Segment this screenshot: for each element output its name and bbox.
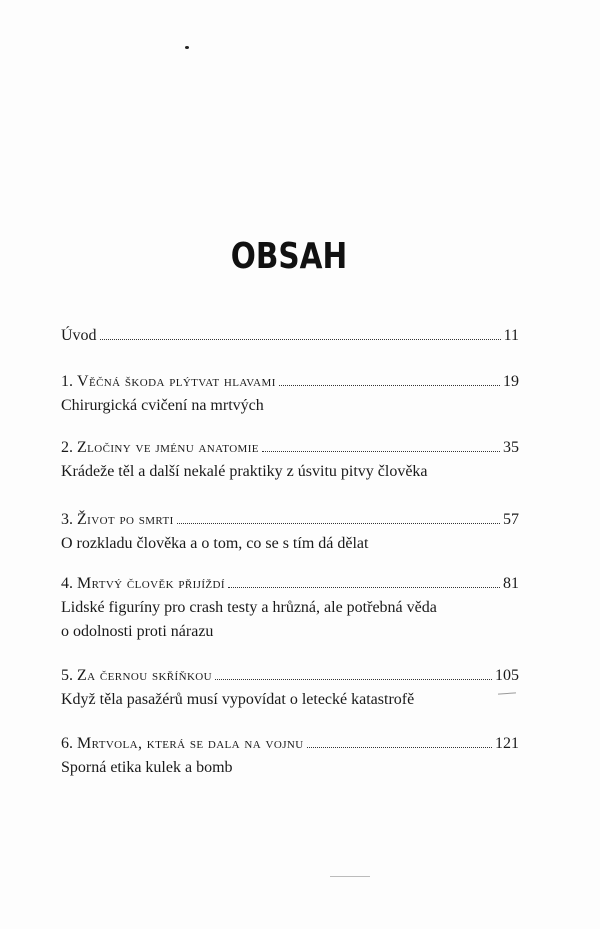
- chapter-subtitle: Krádeže těl a další nekalé praktiky z úsvitu pitvy člověka: [61, 463, 428, 480]
- chapter-number: 3.: [61, 511, 73, 528]
- paper-scuff: [330, 876, 370, 877]
- toc-row: [61, 436, 519, 460]
- dot-leader: [100, 338, 501, 340]
- chapter-title: Zločiny ve jménu anatomie: [77, 439, 259, 456]
- dot-leader: [228, 586, 500, 588]
- dot-leader: [307, 746, 492, 748]
- chapter-title: Život po smrti: [77, 511, 174, 528]
- chapter-number: 5.: [61, 667, 73, 684]
- page-number: 19: [503, 373, 519, 390]
- chapter-subtitle: O rozkladu člověka a o tom, co se s tím dá dělat: [61, 535, 369, 552]
- chapter-heading: [61, 732, 304, 756]
- chapter-subtitle: Když těla pasažérů musí vypovídat o letecké katastrofě: [61, 691, 415, 708]
- toc-row: [61, 664, 519, 688]
- page-number: 11: [503, 327, 519, 344]
- chapter-number: 4.: [61, 575, 73, 592]
- toc-row: [61, 508, 519, 532]
- toc-entry-chapter-6: [61, 732, 519, 780]
- page-number: 57: [503, 511, 519, 528]
- chapter-subtitle-continued: o odolnosti proti nárazu: [61, 623, 214, 640]
- chapter-number: 1.: [61, 373, 73, 390]
- toc-entry-chapter-3: [61, 508, 519, 556]
- entry-title: Úvod: [61, 327, 97, 344]
- chapter-number: 6.: [61, 735, 73, 752]
- chapter-title: Mrtvola, která se dala na vojnu: [77, 735, 304, 752]
- chapter-subtitle: Lidské figuríny pro crash testy a hrůzná, ale potřebná věda: [61, 599, 437, 616]
- toc-row: [61, 370, 519, 394]
- chapter-heading: [61, 436, 259, 460]
- chapter-heading: [61, 664, 212, 688]
- page-number: 121: [495, 735, 519, 752]
- page-number: 81: [503, 575, 519, 592]
- toc-entry-chapter-1: [61, 370, 519, 418]
- dot-leader: [215, 678, 492, 680]
- page-number: 105: [495, 667, 519, 684]
- toc-row: [61, 572, 519, 596]
- chapter-heading: [61, 370, 276, 394]
- page-title: OBSAH: [230, 236, 348, 277]
- dot-leader: [279, 384, 500, 386]
- dot-leader: [262, 450, 500, 452]
- chapter-title: Za černou skříňkou: [77, 667, 212, 684]
- dot-leader: [177, 522, 500, 524]
- toc-entry-chapter-4: [61, 572, 519, 644]
- chapter-heading: [61, 508, 174, 532]
- chapter-number: 2.: [61, 439, 73, 456]
- toc-row: [61, 732, 519, 756]
- toc-row: [61, 324, 519, 348]
- chapter-title: Mrtvý člověk přijíždí: [77, 575, 225, 592]
- chapter-heading: [61, 572, 225, 596]
- toc-entry-chapter-2: [61, 436, 519, 484]
- chapter-subtitle: Chirurgická cvičení na mrtvých: [61, 397, 264, 414]
- toc-entry-intro: [61, 324, 519, 348]
- chapter-title: Věčná škoda plýtvat hlavami: [77, 373, 276, 390]
- chapter-subtitle: Sporná etika kulek a bomb: [61, 759, 233, 776]
- page-number: 35: [503, 439, 519, 456]
- toc-entry-chapter-5: [61, 664, 519, 712]
- ink-speck: [185, 46, 189, 49]
